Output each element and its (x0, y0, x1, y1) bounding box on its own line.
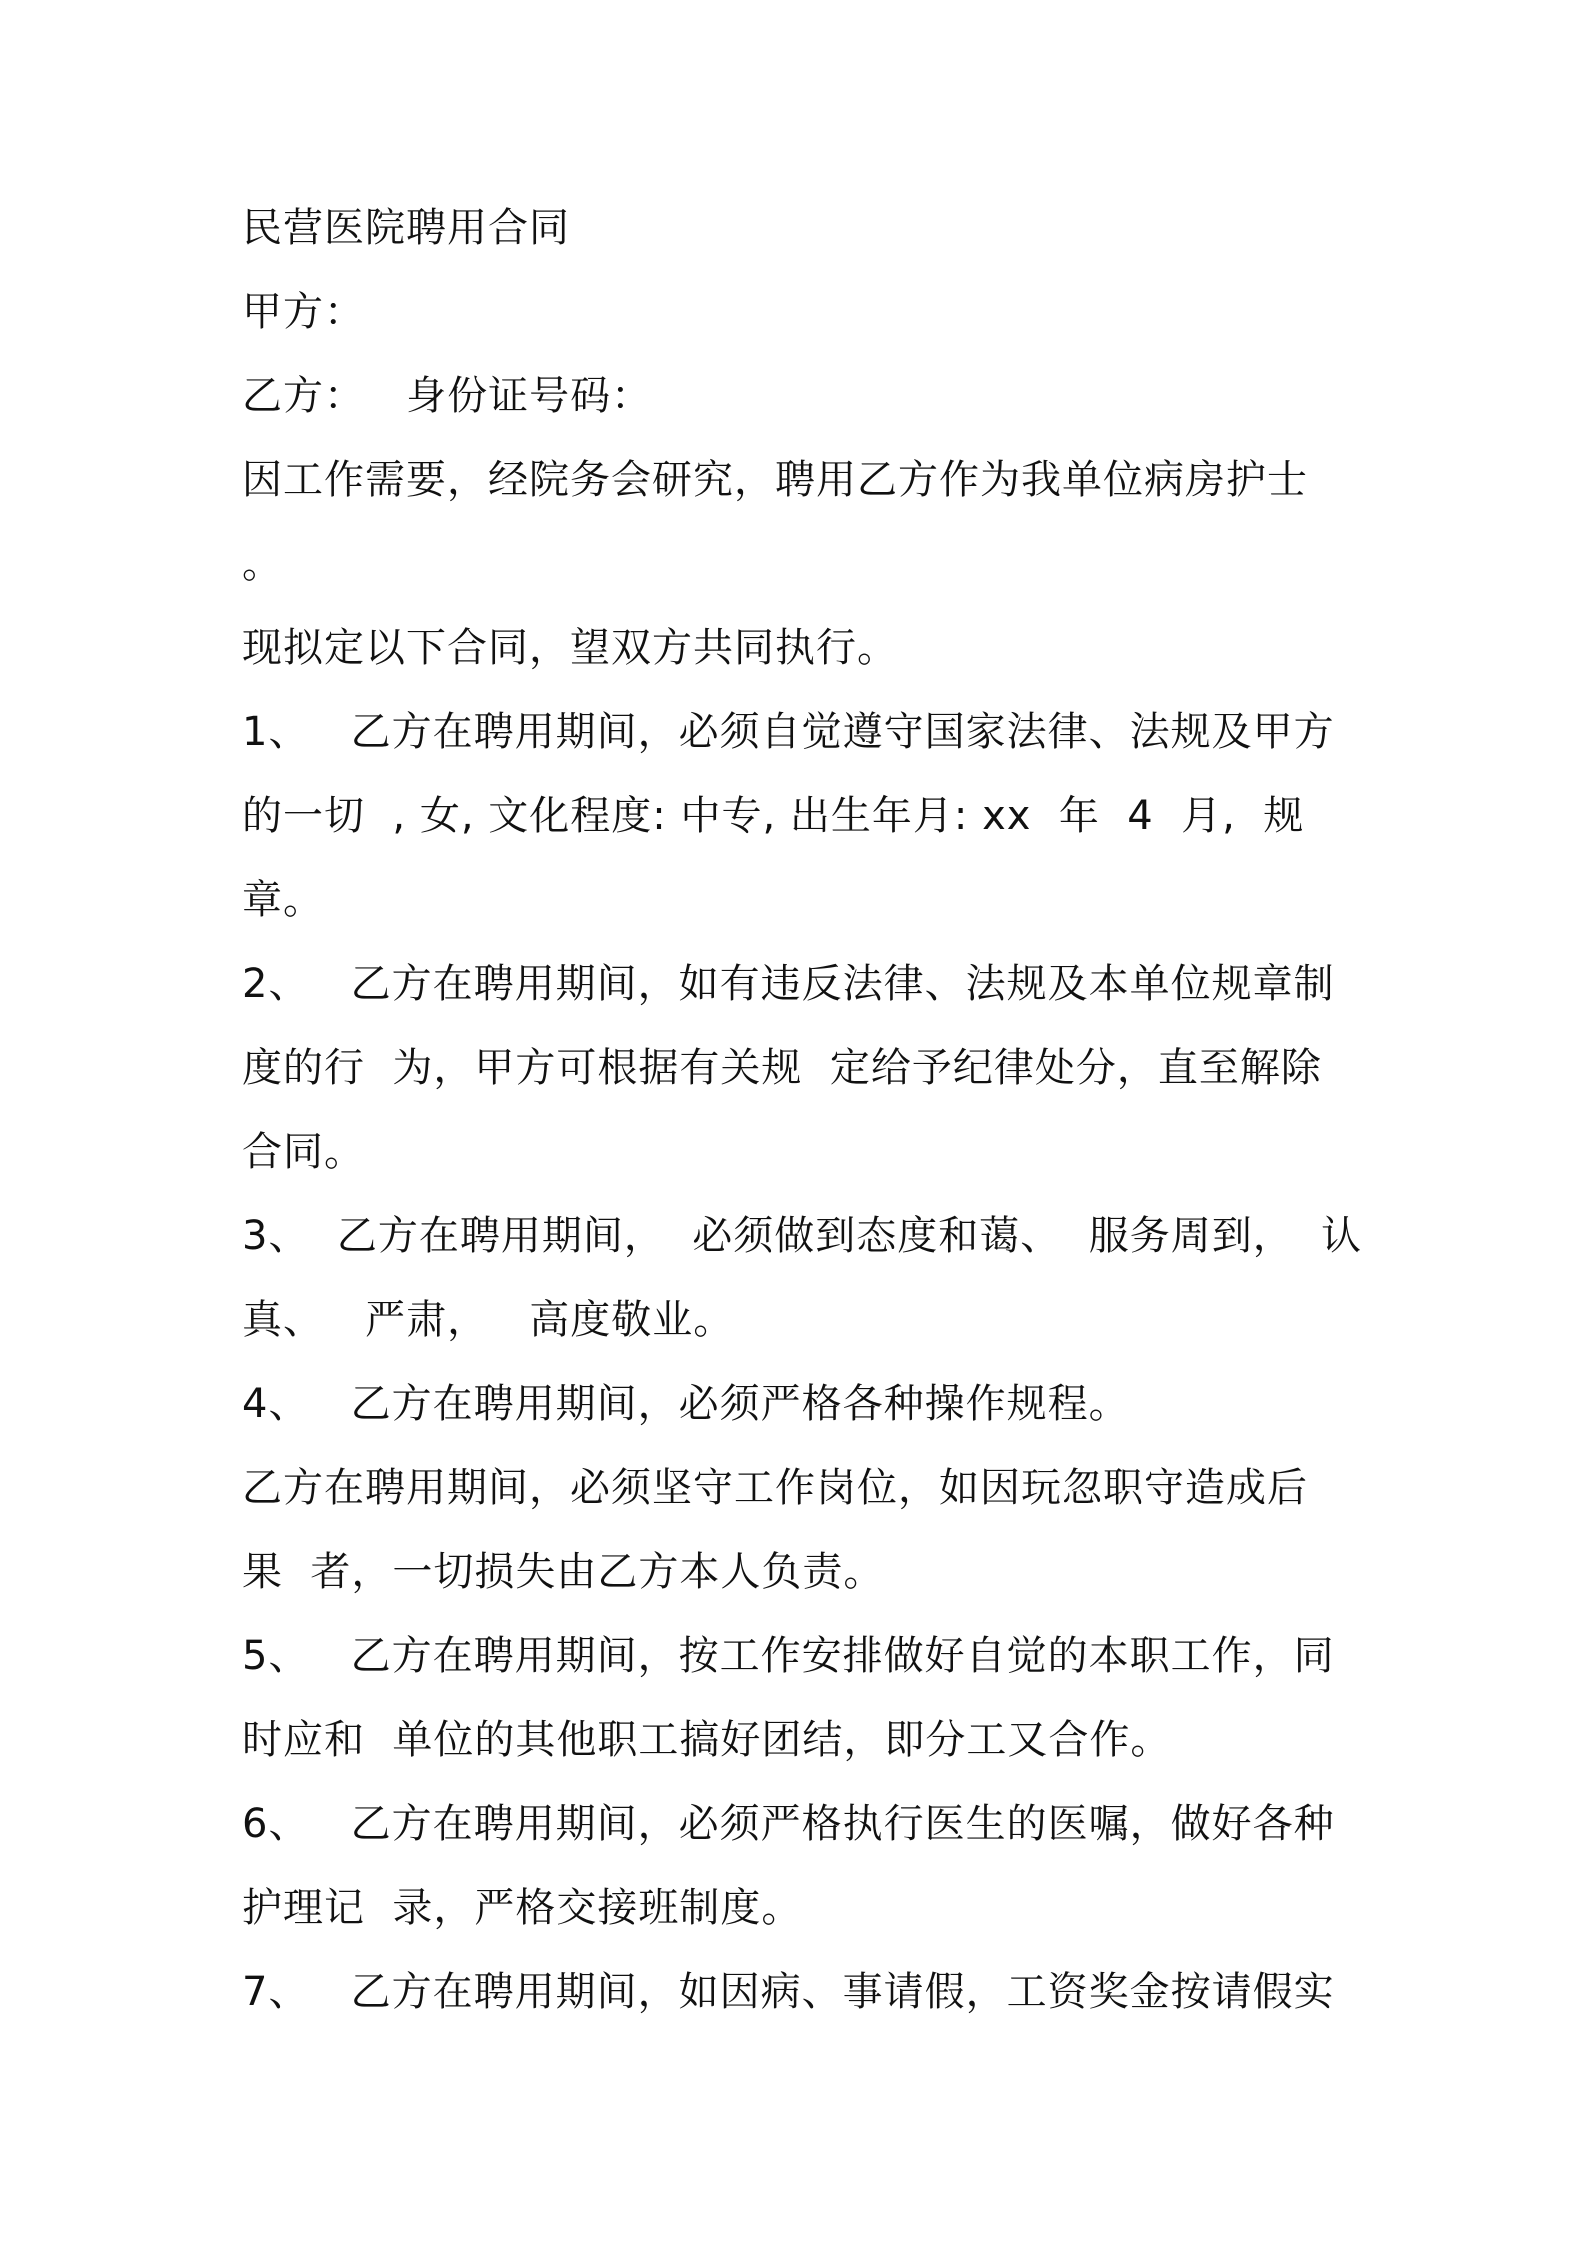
text-line: 。 (242, 541, 283, 587)
clause-line: 合同。 (242, 1129, 365, 1175)
text-line: 现拟定以下合同，望双方共同执行。 (242, 625, 898, 671)
party-b-line: 乙方： 身份证号码： (242, 373, 653, 419)
document-title: 民营医院聘用合同 (242, 205, 570, 251)
clause-line: 章。 (242, 877, 324, 923)
clause-line: 乙方在聘用期间，必须坚守工作岗位，如因玩忽职守造成后 (242, 1465, 1308, 1511)
clause-line: 2、 乙方在聘用期间，如有违反法律、法规及本单位规章制 (242, 961, 1335, 1007)
clause-line: 6、 乙方在聘用期间，必须严格执行医生的医嘱，做好各种 (242, 1801, 1335, 1847)
clause-line: 度的行 为，甲方可根据有关规 定给予纪律处分，直至解除 (242, 1045, 1322, 1091)
clause-line: 7、 乙方在聘用期间，如因病、事请假，工资奖金按请假实 (242, 1969, 1335, 2015)
clause-line: 真、 严肃， 高度敬业。 (242, 1297, 735, 1343)
clause-line: 的一切 , 女, 文化程度: 中专, 出生年月: xx 年 4 月, 规 (242, 793, 1305, 839)
clause-line: 护理记 录，严格交接班制度。 (242, 1885, 803, 1931)
clause-line: 时应和 单位的其他职工搞好团结，即分工又合作。 (242, 1717, 1172, 1763)
clause-line: 4、 乙方在聘用期间，必须严格各种操作规程。 (242, 1381, 1130, 1427)
clause-line: 1、 乙方在聘用期间，必须自觉遵守国家法律、法规及甲方 (242, 709, 1335, 755)
clause-line: 果 者，一切损失由乙方本人负责。 (242, 1549, 885, 1595)
clause-line: 3、 乙方在聘用期间， 必须做到态度和蔼、 服务周到， 认 (242, 1213, 1363, 1259)
text-line: 因工作需要，经院务会研究，聘用乙方作为我单位病房护士 (242, 457, 1308, 503)
party-a-line: 甲方： (242, 289, 365, 335)
clause-line: 5、 乙方在聘用期间，按工作安排做好自觉的本职工作，同 (242, 1633, 1335, 1679)
